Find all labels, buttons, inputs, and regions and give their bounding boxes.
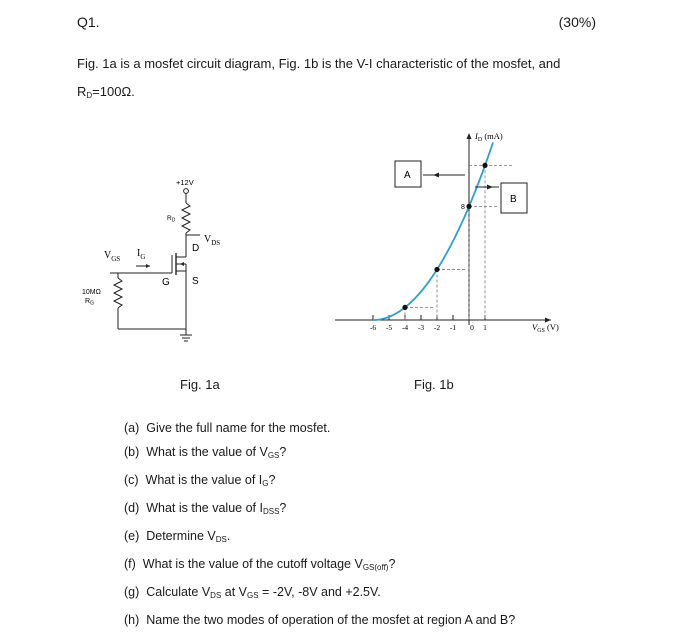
x-tick-label: 1 xyxy=(483,323,487,332)
vds-label: $V_{DS}$ xyxy=(204,234,221,247)
region-a-label: A xyxy=(404,170,411,181)
x-tick-label: -2 xyxy=(433,323,441,332)
question-d: (d) What is the value of $I_{DSS}$? xyxy=(124,501,287,516)
fig1b-caption: Fig. 1b xyxy=(414,377,454,392)
rg-label: $R_G$ xyxy=(85,298,94,307)
question-e: (e) Determine $V_{DS}$. xyxy=(124,529,231,544)
x-tick-label: 0 xyxy=(470,323,474,332)
region-b-label: B xyxy=(510,194,517,205)
x-tick-label: -4 xyxy=(401,323,409,332)
supply-label: +12V xyxy=(176,178,194,187)
x-axis-label: $V_{GS}$ (V) xyxy=(532,322,559,334)
intro-text: Fig. 1a is a mosfet circuit diagram, Fig. 1b is the V-I characteristic of the mosfet, and xyxy=(77,56,561,71)
rd-value: =100Ω. xyxy=(92,84,135,99)
question-a: (a) Give the full name for the mosfet. xyxy=(124,421,331,435)
idss-mark: 8 xyxy=(461,204,465,211)
data-point xyxy=(434,267,439,272)
question-c: (c) What is the value of $I_G$? xyxy=(124,473,276,488)
ig-label: $I_G$ xyxy=(137,248,146,261)
mosfet-arrow xyxy=(180,262,184,266)
question-number: Q1. xyxy=(77,14,100,30)
transfer-curve xyxy=(373,143,493,321)
transfer-chart xyxy=(325,125,565,340)
y-axis-arrow xyxy=(467,133,472,139)
question-b: (b) What is the value of $V_{GS}$? xyxy=(124,445,287,460)
rd-value-text xyxy=(77,84,135,100)
x-tick-label: -1 xyxy=(449,323,457,332)
drain-resistor xyxy=(182,203,190,233)
x-tick-label: -6 xyxy=(369,323,377,332)
question-f: (f) What is the value of the cutoff voltage $V_{GS(off)}$? xyxy=(124,557,396,572)
fig1a-caption: Fig. 1a xyxy=(180,377,220,392)
x-tick-label: -5 xyxy=(385,323,393,332)
y-axis-label: $I_D$ (mA) xyxy=(475,131,503,143)
supply-terminal xyxy=(184,189,189,194)
region-a-arrowhead xyxy=(433,173,439,178)
region-b-arrowhead xyxy=(487,185,493,190)
question-g: (g) Calculate $V_{DS}$ at $V_{GS} = -2V$, -8V and +2.5V. xyxy=(124,585,381,600)
rg-value: 10MΩ xyxy=(82,289,101,296)
gate-label: G xyxy=(162,277,170,288)
data-point xyxy=(466,204,471,209)
data-point xyxy=(402,305,407,310)
data-point xyxy=(482,163,487,168)
guide-lines xyxy=(405,165,513,320)
gate-resistor xyxy=(114,278,122,308)
x-tick-label: -3 xyxy=(417,323,425,332)
question-h: (h) Name the two modes of operation of the mosfet at region A and B? xyxy=(124,613,516,627)
circuit-diagram xyxy=(70,165,270,365)
source-label: S xyxy=(192,276,199,287)
drain-label: D xyxy=(192,243,200,254)
rd-label: $R_D$ xyxy=(167,215,176,224)
ig-arrow-head xyxy=(146,264,150,268)
rd-symbol: R xyxy=(77,84,87,99)
rd-subscript: D xyxy=(86,91,93,100)
question-weight: (30%) xyxy=(558,14,596,30)
vgs-label: $V_{GS}$ xyxy=(104,250,121,263)
question-list xyxy=(124,416,515,632)
